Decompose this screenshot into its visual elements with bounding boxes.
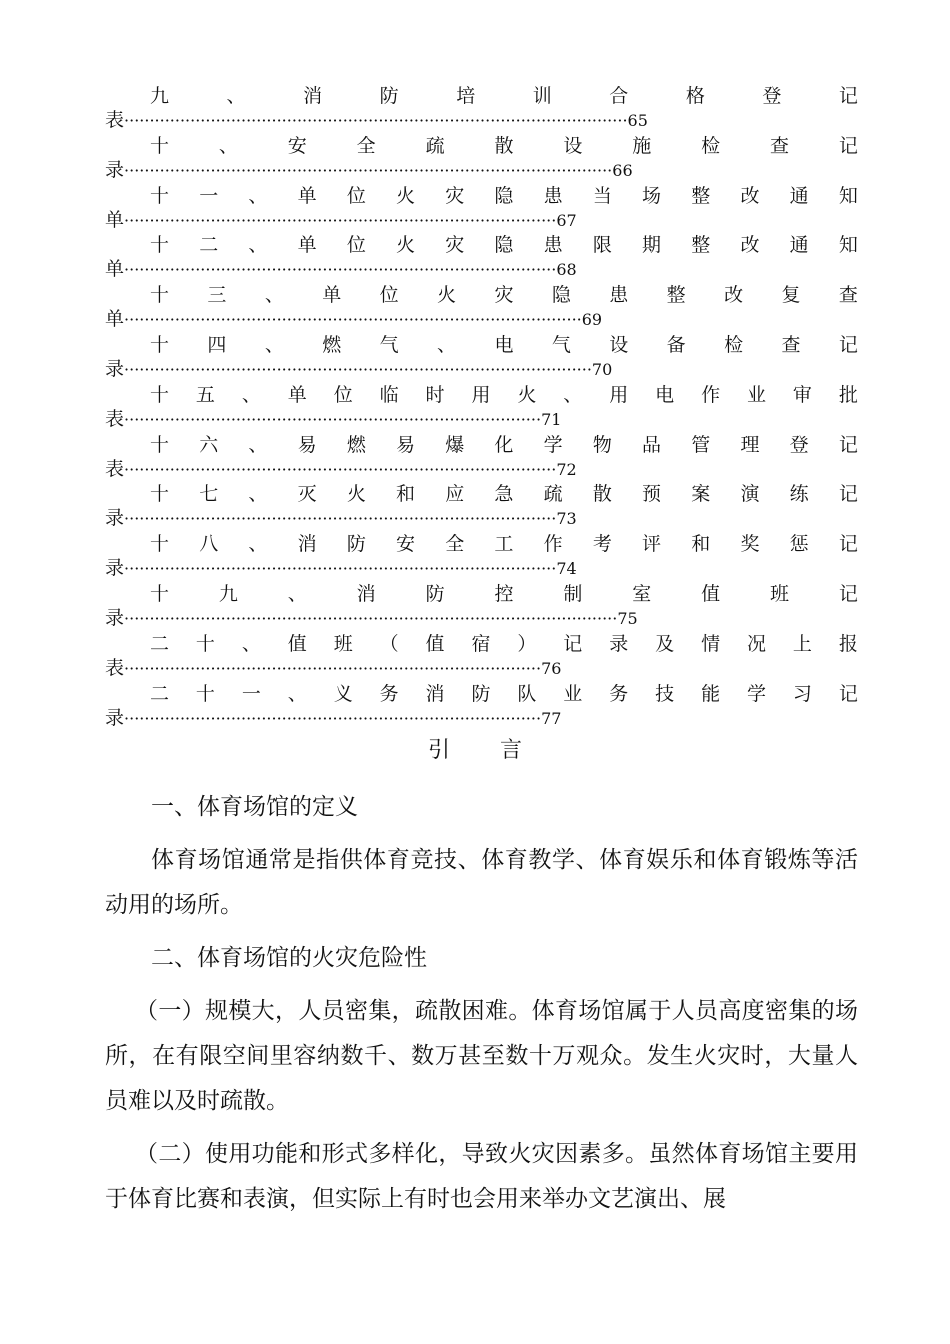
toc-page-number: 66 bbox=[612, 160, 633, 180]
toc-entry-lead-char: 表 bbox=[105, 457, 125, 480]
toc-page-number: 65 bbox=[627, 111, 648, 130]
toc-entry-title: 十 二 、 单 位 火 灾 隐 患 限 期 整 改 通 知 bbox=[150, 234, 858, 257]
toc-entry-title: 二 十 一 、 义 务 消 防 队 业 务 技 能 学 习 记 bbox=[150, 682, 858, 705]
toc-entry-title: 二 十 、 值 班 （ 值 宿 ） 记 录 及 情 况 上 报 bbox=[150, 632, 858, 655]
toc-page-number: 73 bbox=[556, 509, 577, 529]
toc-leader-dots: ····················································································· bbox=[124, 210, 557, 230]
toc-entry[interactable] bbox=[105, 580, 858, 630]
toc-entry-title: 十 八 、 消 防 安 全 工 作 考 评 和 奖 惩 记 bbox=[150, 533, 858, 556]
toc-entry-title: 十 九 、 消 防 控 制 室 值 班 记 bbox=[150, 582, 858, 605]
toc-entry[interactable] bbox=[105, 530, 858, 580]
toc-page-number: 77 bbox=[541, 708, 562, 728]
toc-entry[interactable] bbox=[105, 480, 858, 530]
toc-leader-dots: ·················································································· bbox=[124, 409, 542, 429]
toc-entry-lead-char: 录 bbox=[105, 507, 125, 530]
toc-entry-leader bbox=[105, 506, 577, 530]
toc-page-number: 76 bbox=[541, 658, 562, 678]
toc-entry-lead-char: 单 bbox=[105, 258, 125, 281]
toc-entry-lead-char: 单 bbox=[105, 308, 125, 331]
toc-entry-leader bbox=[105, 158, 633, 182]
toc-entry-lead-char: 表 bbox=[105, 656, 125, 679]
subheading-fire-risk: 二、体育场馆的火灾危险性 bbox=[151, 945, 427, 971]
toc-entry[interactable] bbox=[105, 231, 858, 281]
toc-entry-lead-char: 单 bbox=[105, 208, 125, 231]
table-of-contents bbox=[105, 82, 858, 729]
toc-entry[interactable] bbox=[105, 281, 858, 331]
toc-page-number: 68 bbox=[556, 260, 577, 280]
toc-entry-title: 十 六 、 易 燃 易 爆 化 学 物 品 管 理 登 记 bbox=[150, 433, 858, 456]
toc-entry-lead-char: 录 bbox=[105, 357, 125, 380]
toc-leader-dots: ·························································································· bbox=[124, 310, 582, 330]
toc-leader-dots: ··································································································· bbox=[124, 111, 628, 130]
toc-entry-title: 十 四 、 燃 气 、 电 气 设 备 检 查 记 bbox=[150, 333, 858, 356]
toc-entry-leader bbox=[105, 457, 577, 481]
toc-entry-leader bbox=[105, 108, 648, 132]
toc-entry-leader bbox=[105, 407, 561, 431]
toc-entry-title: 十 三 、 单 位 火 灾 隐 患 整 改 复 查 bbox=[150, 284, 858, 307]
toc-entry[interactable] bbox=[105, 132, 858, 182]
toc-page-number: 74 bbox=[556, 559, 577, 579]
toc-entry[interactable] bbox=[105, 431, 858, 481]
toc-entry-title: 十 、 安 全 疏 散 设 施 检 查 记 bbox=[150, 134, 858, 157]
toc-page-number: 71 bbox=[541, 409, 562, 429]
toc-entry-leader bbox=[105, 307, 602, 331]
toc-entry-leader bbox=[105, 257, 577, 281]
toc-entry-lead-char: 录 bbox=[105, 706, 125, 729]
toc-entry-lead-char: 表 bbox=[105, 407, 125, 430]
toc-entry-leader bbox=[105, 606, 638, 630]
toc-entry[interactable] bbox=[105, 331, 858, 381]
toc-entry-lead-char: 录 bbox=[105, 158, 125, 181]
toc-entry-title: 十 七 、 灭 火 和 应 急 疏 散 预 案 演 练 记 bbox=[150, 483, 858, 506]
toc-entry[interactable] bbox=[105, 381, 858, 431]
toc-entry-leader bbox=[105, 556, 577, 580]
toc-entry-leader bbox=[105, 706, 561, 730]
toc-entry-lead-char: 录 bbox=[105, 557, 125, 580]
toc-entry-lead-char: 表 bbox=[105, 109, 125, 131]
toc-page-number: 75 bbox=[617, 608, 638, 628]
toc-entry-title: 九 、 消 防 培 训 合 格 登 记 bbox=[150, 85, 858, 107]
toc-entry-leader bbox=[105, 656, 561, 680]
toc-entry-title: 十 一 、 单 位 火 灾 隐 患 当 场 整 改 通 知 bbox=[150, 184, 858, 207]
toc-leader-dots: ····················································································· bbox=[124, 260, 557, 280]
toc-entry-lead-char: 录 bbox=[105, 606, 125, 629]
toc-leader-dots: ····················································································· bbox=[124, 509, 557, 529]
section-heading: 引言 bbox=[427, 738, 572, 763]
body-text bbox=[105, 785, 858, 1230]
toc-entry[interactable] bbox=[105, 182, 858, 232]
toc-leader-dots: ·················································································· bbox=[124, 708, 542, 728]
toc-page-number: 69 bbox=[581, 310, 603, 330]
toc-entry-leader bbox=[105, 208, 577, 232]
toc-entry-leader bbox=[105, 357, 612, 381]
toc-entry[interactable] bbox=[105, 680, 858, 730]
toc-leader-dots: ································································································ bbox=[124, 160, 613, 180]
toc-leader-dots: ····················································································· bbox=[124, 559, 557, 579]
paragraph-definition: 体育场馆通常是指供体育竞技、体育教学、体育娱乐和体育锻炼等活动用的场所。 bbox=[105, 847, 858, 918]
toc-entry-title: 十 五 、 单 位 临 时 用 火 、 用 电 作 业 审 批 bbox=[150, 383, 858, 406]
toc-entry[interactable] bbox=[105, 82, 858, 132]
toc-page-number: 67 bbox=[556, 210, 577, 230]
subheading-definition: 一、体育场馆的定义 bbox=[151, 794, 358, 820]
paragraph-risk-1: （一）规模大，人员密集，疏散困难。体育场馆属于人员高度密集的场所，在有限空间里容纳数千、数万甚至数十万观众。发生火灾时，大量人员难以及时疏散。 bbox=[105, 998, 858, 1114]
toc-page-number: 72 bbox=[556, 459, 577, 479]
toc-leader-dots: ···························································································· bbox=[124, 359, 592, 379]
toc-leader-dots: ····················································································· bbox=[124, 459, 557, 479]
paragraph-risk-2: （二）使用功能和形式多样化，导致火灾因素多。虽然体育场馆主要用于体育比赛和表演，但实际上有时也会用来举办文艺演出、展 bbox=[105, 1141, 858, 1212]
toc-leader-dots: ································································································· bbox=[124, 608, 618, 628]
toc-page-number: 70 bbox=[591, 359, 613, 379]
toc-leader-dots: ·················································································· bbox=[124, 658, 542, 678]
toc-entry[interactable] bbox=[105, 630, 858, 680]
